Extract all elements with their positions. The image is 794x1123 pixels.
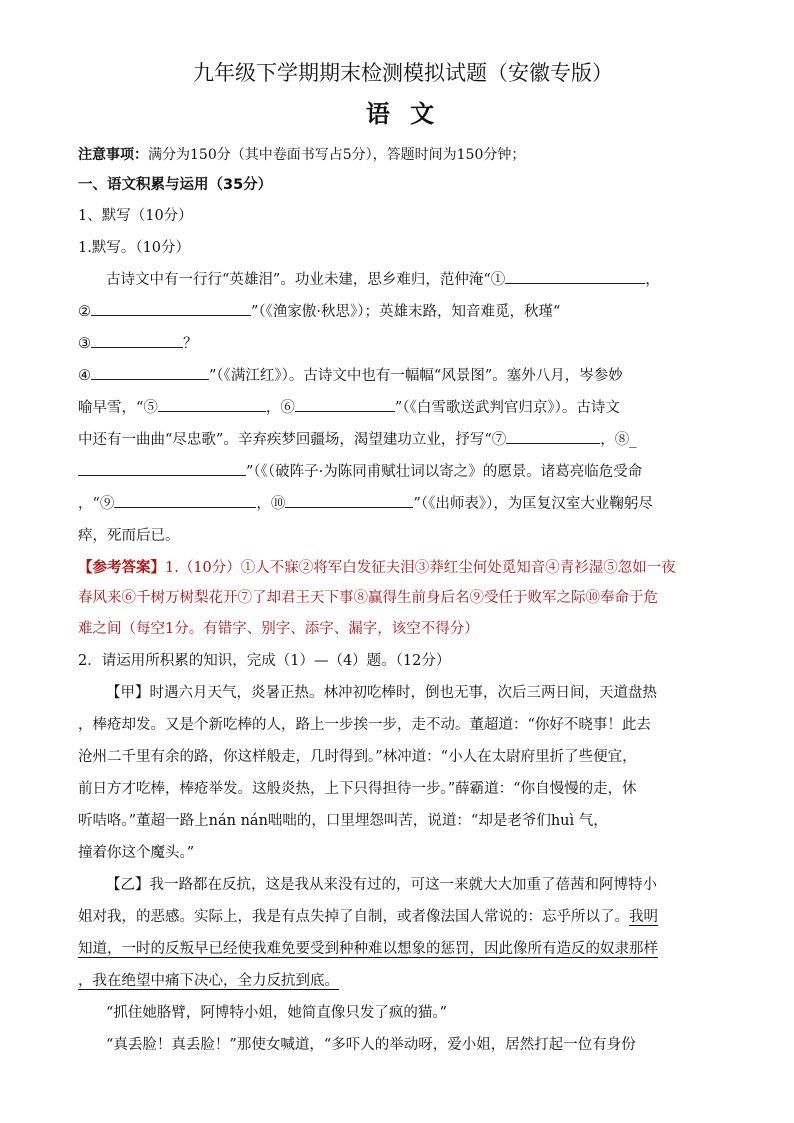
notice <box>78 140 728 170</box>
question-subheading: 1.默写。（10分） <box>78 240 191 256</box>
exam-page <box>78 56 728 1061</box>
answer-blank[interactable] <box>78 457 246 476</box>
question-heading: 1、默写（10分） <box>78 208 193 224</box>
passage-line: 瘁，死而后已。 <box>78 528 180 544</box>
answer-blank[interactable] <box>91 297 251 316</box>
passage-line: 中还有一曲曲“尽忠歌”。辛弃疾梦回疆场，渴望建功立业，抒写“⑦ ，⑧_ <box>78 424 728 456</box>
passage-jia-line: 撞着你这个魔头。” <box>78 845 195 861</box>
subject-title: 语 文 <box>365 100 441 128</box>
notice-text: 满分为150分（其中卷面书写占5分），答题时间为150分钟； <box>148 147 526 163</box>
answer-blank[interactable] <box>91 329 183 348</box>
passage-line: 古诗文中有一行行“英雄泪”。功业未建，思乡难归，范仲淹“① ， <box>78 264 728 296</box>
underlined-sentence: 知道，一时的反叛早已经使我难免要受到种种难以想象的惩罚，因此像所有造反的奴隶那样 <box>78 941 658 957</box>
reference-answer-line: 春风来⑥千树万树梨花开⑦了却君王天下事⑧赢得生前身后名⑨受任于败军之际⑩奉命于危 <box>78 590 658 606</box>
answer-tag: 【参考答案】 <box>78 559 165 576</box>
passage-jia-line: 沧州二千里有余的路，你这样般走，几时得到。”林冲道：“小人在太尉府里折了些便宜， <box>78 749 637 765</box>
passage-line: ② ”（《渔家傲·秋思》）；英雄末路，知音难觅，秋瑾“ <box>78 296 728 328</box>
answer-blank[interactable] <box>114 489 256 508</box>
passage-line: ④ ”（《满江红》）。古诗文中也有一幅幅“风景图”。塞外八月，岑参妙 <box>78 360 728 392</box>
passage-jia-line: 【甲】时遇六月天气，炎暑正热。林冲初吃棒时，倒也无事，次后三两日间，天道盘热 <box>106 685 657 701</box>
passage-jia-line: ，棒疮却发。又是个新吃棒的人，路上一步挨一步，走不动。董超道：“你好不晓事！此去 <box>78 717 651 733</box>
answer-blank[interactable] <box>91 361 209 380</box>
underlined-sentence: ，我在绝望中痛下决心，全力反抗到底。 <box>78 973 339 989</box>
passage-line: ”（《（破阵子·为陈同甫赋壮词以寄之》的愿景。诸葛亮临危受命 <box>78 456 728 488</box>
passage-line: ，“⑨ ，⑩ ”（《出师表》），为匡复汉室大业鞠躬尽 <box>78 488 728 520</box>
passage-yi-line: “真丢脸！真丢脸！”那使女喊道，“多吓人的举动呀，爱小姐，居然打起一位有身份 <box>106 1037 636 1053</box>
reference-answer-line: 难之间（每空1分。有错字、别字、添字、漏字，该空不得分） <box>78 621 479 637</box>
passage-jia-line: 听咭咯。”董超一路上nán nán咄咄的，口里埋怨叫苦，说道：“却是老爷们huì 气， <box>78 813 608 829</box>
answer-blank[interactable] <box>285 489 413 508</box>
reference-answer: 【参考答案】1.（10分）①人不寐②将军白发征夫泪③莽红尘何处觅知音④青衫湿⑤忽如一夜 <box>78 559 676 576</box>
section-heading: 一、语文积累与运用（35分） <box>78 177 273 193</box>
passage-yi-line: 【乙】我一路都在反抗，这是我从来没有过的，可这一来就大大加重了蓓茜和阿博特小 <box>106 877 657 893</box>
answer-blank[interactable] <box>505 265 645 284</box>
exam-title: 九年级下学期期末检测模拟试题（安徽专版） <box>193 61 613 85</box>
passage-jia-line: 前日方才吃棒，棒疮举发。这般炎热，上下只得担待一步。”薛霸道：“你自慢慢的走，休 <box>78 781 637 797</box>
question-heading: 2．请运用所积累的知识，完成（1）—（4）题。（12分） <box>78 653 451 669</box>
passage-line: 喻早雪，“⑤ ，⑥ ”（《白雪歌送武判官归京》）。古诗文 <box>78 392 728 424</box>
answer-blank[interactable] <box>295 393 395 412</box>
answer-blank[interactable] <box>158 393 266 412</box>
passage-yi-line: 姐对我，的恶感。实际上，我是有点失掉了自制，或者像法国人常说的：忘乎所以了。我明 <box>78 909 658 925</box>
passage-yi-line: “抓住她胳臂，阿博特小姐，她简直像只发了疯的猫。” <box>106 1005 448 1021</box>
underlined-sentence: 我明 <box>629 909 658 925</box>
passage-line: ③ ？ <box>78 328 728 360</box>
answer-blank[interactable] <box>506 425 600 444</box>
notice-label: 注意事项： <box>78 147 148 163</box>
